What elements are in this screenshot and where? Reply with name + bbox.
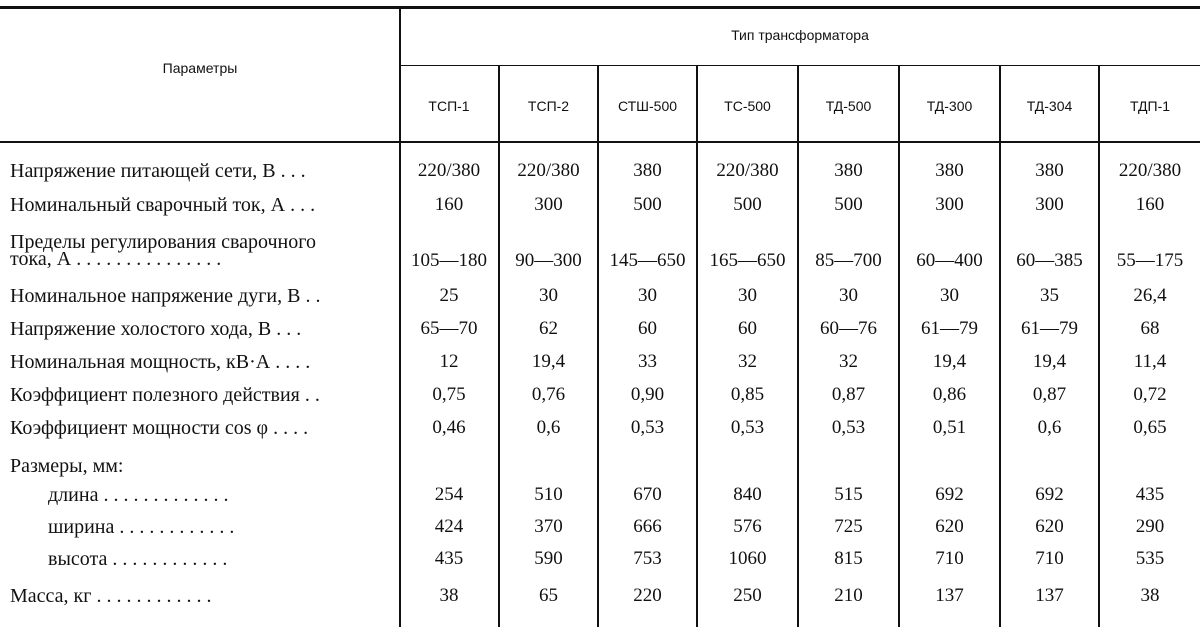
table-cell: 380 — [834, 160, 863, 181]
table-cell: 0,72 — [1133, 384, 1167, 405]
table-cell: 11,4 — [1133, 351, 1167, 372]
table-cell: 19,4 — [1032, 351, 1067, 372]
table-cell: 33 — [638, 351, 657, 372]
transformer-type-header: Тип трансформатора — [731, 27, 869, 43]
table-cell: 380 — [633, 160, 662, 181]
table-row — [0, 585, 1200, 613]
table-cell: 380 — [1035, 160, 1064, 181]
table-cell: 30 — [539, 285, 558, 306]
row-label: Номинальный сварочный ток, А . . . — [10, 194, 316, 216]
row-label: Напряжение питающей сети, В . . . — [10, 160, 306, 182]
table-cell: 370 — [534, 516, 563, 537]
table-cell: 300 — [534, 194, 563, 215]
table-cell: 220/380 — [517, 160, 580, 181]
table-cell: 670 — [633, 484, 662, 505]
column-header: ТД-300 — [926, 98, 973, 114]
table-cell: 0,87 — [1032, 384, 1067, 405]
table-cell: 0,87 — [831, 384, 866, 405]
table-cell: 0,51 — [932, 417, 967, 438]
table-cell: 435 — [1135, 484, 1165, 505]
table-cell: 500 — [733, 194, 762, 215]
table-cell: 0,76 — [531, 384, 566, 405]
table-cell: 0,90 — [630, 384, 665, 405]
column-header: ТСП-1 — [428, 98, 470, 114]
row-label: высота . . . . . . . . . . . . — [48, 548, 228, 570]
table-cell: 510 — [534, 484, 563, 505]
type-header-rule — [400, 65, 1200, 66]
table-cell: 65—70 — [420, 318, 478, 339]
table-cell: 25 — [439, 285, 459, 306]
table-cell: 590 — [534, 548, 563, 569]
table-cell: 435 — [434, 548, 464, 569]
table-row — [0, 351, 1200, 379]
table-cell: 515 — [834, 484, 863, 505]
table-cell: 535 — [1135, 548, 1165, 569]
table-row — [0, 548, 1200, 576]
table-cell: 30 — [638, 285, 657, 306]
table-cell: 160 — [434, 194, 464, 215]
table-cell: 210 — [834, 585, 863, 606]
column-header: СТШ-500 — [617, 98, 678, 114]
table-cell: 137 — [1035, 585, 1064, 606]
table-cell: 220/380 — [716, 160, 779, 181]
table-row — [0, 318, 1200, 346]
table-cell: 61—79 — [1021, 318, 1078, 339]
column-header: ТДП-1 — [1129, 98, 1171, 114]
table-row — [0, 384, 1200, 412]
table-row — [0, 194, 1200, 222]
table-cell: 32 — [839, 351, 858, 372]
row-label: ширина . . . . . . . . . . . . — [48, 516, 235, 538]
table-cell: 61—79 — [921, 318, 978, 339]
column-header: ТД-304 — [1026, 98, 1073, 114]
table-cell: 38 — [1140, 585, 1160, 606]
table-cell: 62 — [539, 318, 558, 339]
table-row — [0, 516, 1200, 544]
row-label: Коэффициент полезного действия . . — [10, 384, 320, 406]
table-cell: 0,65 — [1133, 417, 1167, 438]
table-cell: 32 — [738, 351, 757, 372]
row-label: Коэффициент мощности cos φ . . . . — [10, 417, 309, 439]
table-cell: 0,75 — [432, 384, 466, 405]
table-cell: 68 — [1140, 318, 1160, 339]
column-header: ТСП-2 — [527, 98, 570, 114]
table-cell: 424 — [434, 516, 464, 537]
table-cell: 30 — [839, 285, 858, 306]
table-cell: 0,86 — [932, 384, 967, 405]
table-cell: 300 — [1035, 194, 1064, 215]
table-cell: 710 — [1035, 548, 1064, 569]
table-cell: 0,6 — [536, 417, 561, 438]
row-label: Номинальная мощность, кВ·А . . . . — [10, 351, 311, 373]
table-cell: 55—175 — [1116, 250, 1184, 271]
table-cell: 12 — [439, 351, 459, 372]
table-cell: 38 — [439, 585, 459, 606]
table-row — [0, 160, 1200, 188]
table-cell: 0,53 — [831, 417, 866, 438]
table-cell: 500 — [834, 194, 863, 215]
table-row — [0, 285, 1200, 313]
row-label: Номинальное напряжение дуги, В . . — [10, 285, 321, 307]
table-cell: 500 — [633, 194, 662, 215]
params-header: Параметры — [162, 60, 238, 76]
table-cell: 105—180 — [411, 250, 487, 271]
column-header: ТД-500 — [825, 98, 872, 114]
table-cell: 60 — [638, 318, 657, 339]
table-cell: 0,46 — [432, 417, 466, 438]
table-cell: 380 — [935, 160, 964, 181]
table-cell: 710 — [935, 548, 964, 569]
table-cell: 620 — [1035, 516, 1064, 537]
table-row — [0, 417, 1200, 445]
table-row — [0, 484, 1200, 512]
table-cell: 60—76 — [820, 318, 877, 339]
row-label: длина . . . . . . . . . . . . . — [48, 484, 229, 506]
table-cell: 0,6 — [1037, 417, 1062, 438]
table-cell: 815 — [834, 548, 863, 569]
row-label: Масса, кг . . . . . . . . . . . . — [10, 585, 212, 607]
table-cell: 60—400 — [916, 250, 983, 271]
table-cell: 0,53 — [630, 417, 665, 438]
table-cell: 60 — [738, 318, 757, 339]
table-cell: 19,4 — [932, 351, 967, 372]
row-label: Напряжение холостого хода, В . . . — [10, 318, 302, 340]
table-cell: 250 — [733, 585, 762, 606]
table-row — [0, 455, 1200, 483]
table-cell: 1060 — [728, 548, 767, 569]
table-cell: 19,4 — [531, 351, 566, 372]
table-cell: 692 — [1035, 484, 1064, 505]
table-cell: 576 — [733, 516, 762, 537]
table-cell: 165—650 — [709, 250, 786, 271]
table-cell: 0,53 — [730, 417, 765, 438]
table-cell: 753 — [633, 548, 662, 569]
row-label: Размеры, мм: — [10, 455, 124, 477]
table-cell: 300 — [935, 194, 964, 215]
table-cell: 220 — [633, 585, 662, 606]
table-cell: 30 — [940, 285, 959, 306]
table-cell: 290 — [1135, 516, 1165, 537]
table-cell: 85—700 — [815, 250, 882, 271]
table-cell: 65 — [539, 585, 558, 606]
table-cell: 60—385 — [1016, 250, 1083, 271]
table-cell: 145—650 — [609, 250, 686, 271]
table-cell: 35 — [1040, 285, 1059, 306]
table-cell: 30 — [738, 285, 757, 306]
table-row — [0, 231, 1200, 274]
top-rule — [0, 6, 1200, 9]
column-header: ТС-500 — [724, 98, 771, 114]
row-label-line2: тока, А . . . . . . . . . . . . . . . — [10, 248, 222, 270]
table-cell: 220/380 — [1118, 160, 1182, 181]
row-label-line1: Пределы регулирования сварочного — [10, 231, 316, 253]
table-cell: 620 — [935, 516, 964, 537]
table-cell: 220/380 — [417, 160, 481, 181]
table-cell: 666 — [633, 516, 662, 537]
table-cell: 26,4 — [1133, 285, 1167, 306]
table-cell: 254 — [434, 484, 464, 505]
table-cell: 90—300 — [515, 250, 582, 271]
header-bottom-rule — [0, 141, 1200, 143]
table-cell: 0,85 — [730, 384, 765, 405]
table-cell: 725 — [834, 516, 863, 537]
table-cell: 160 — [1135, 194, 1165, 215]
table-cell: 137 — [935, 585, 964, 606]
table-cell: 692 — [935, 484, 964, 505]
table-cell: 840 — [733, 484, 762, 505]
